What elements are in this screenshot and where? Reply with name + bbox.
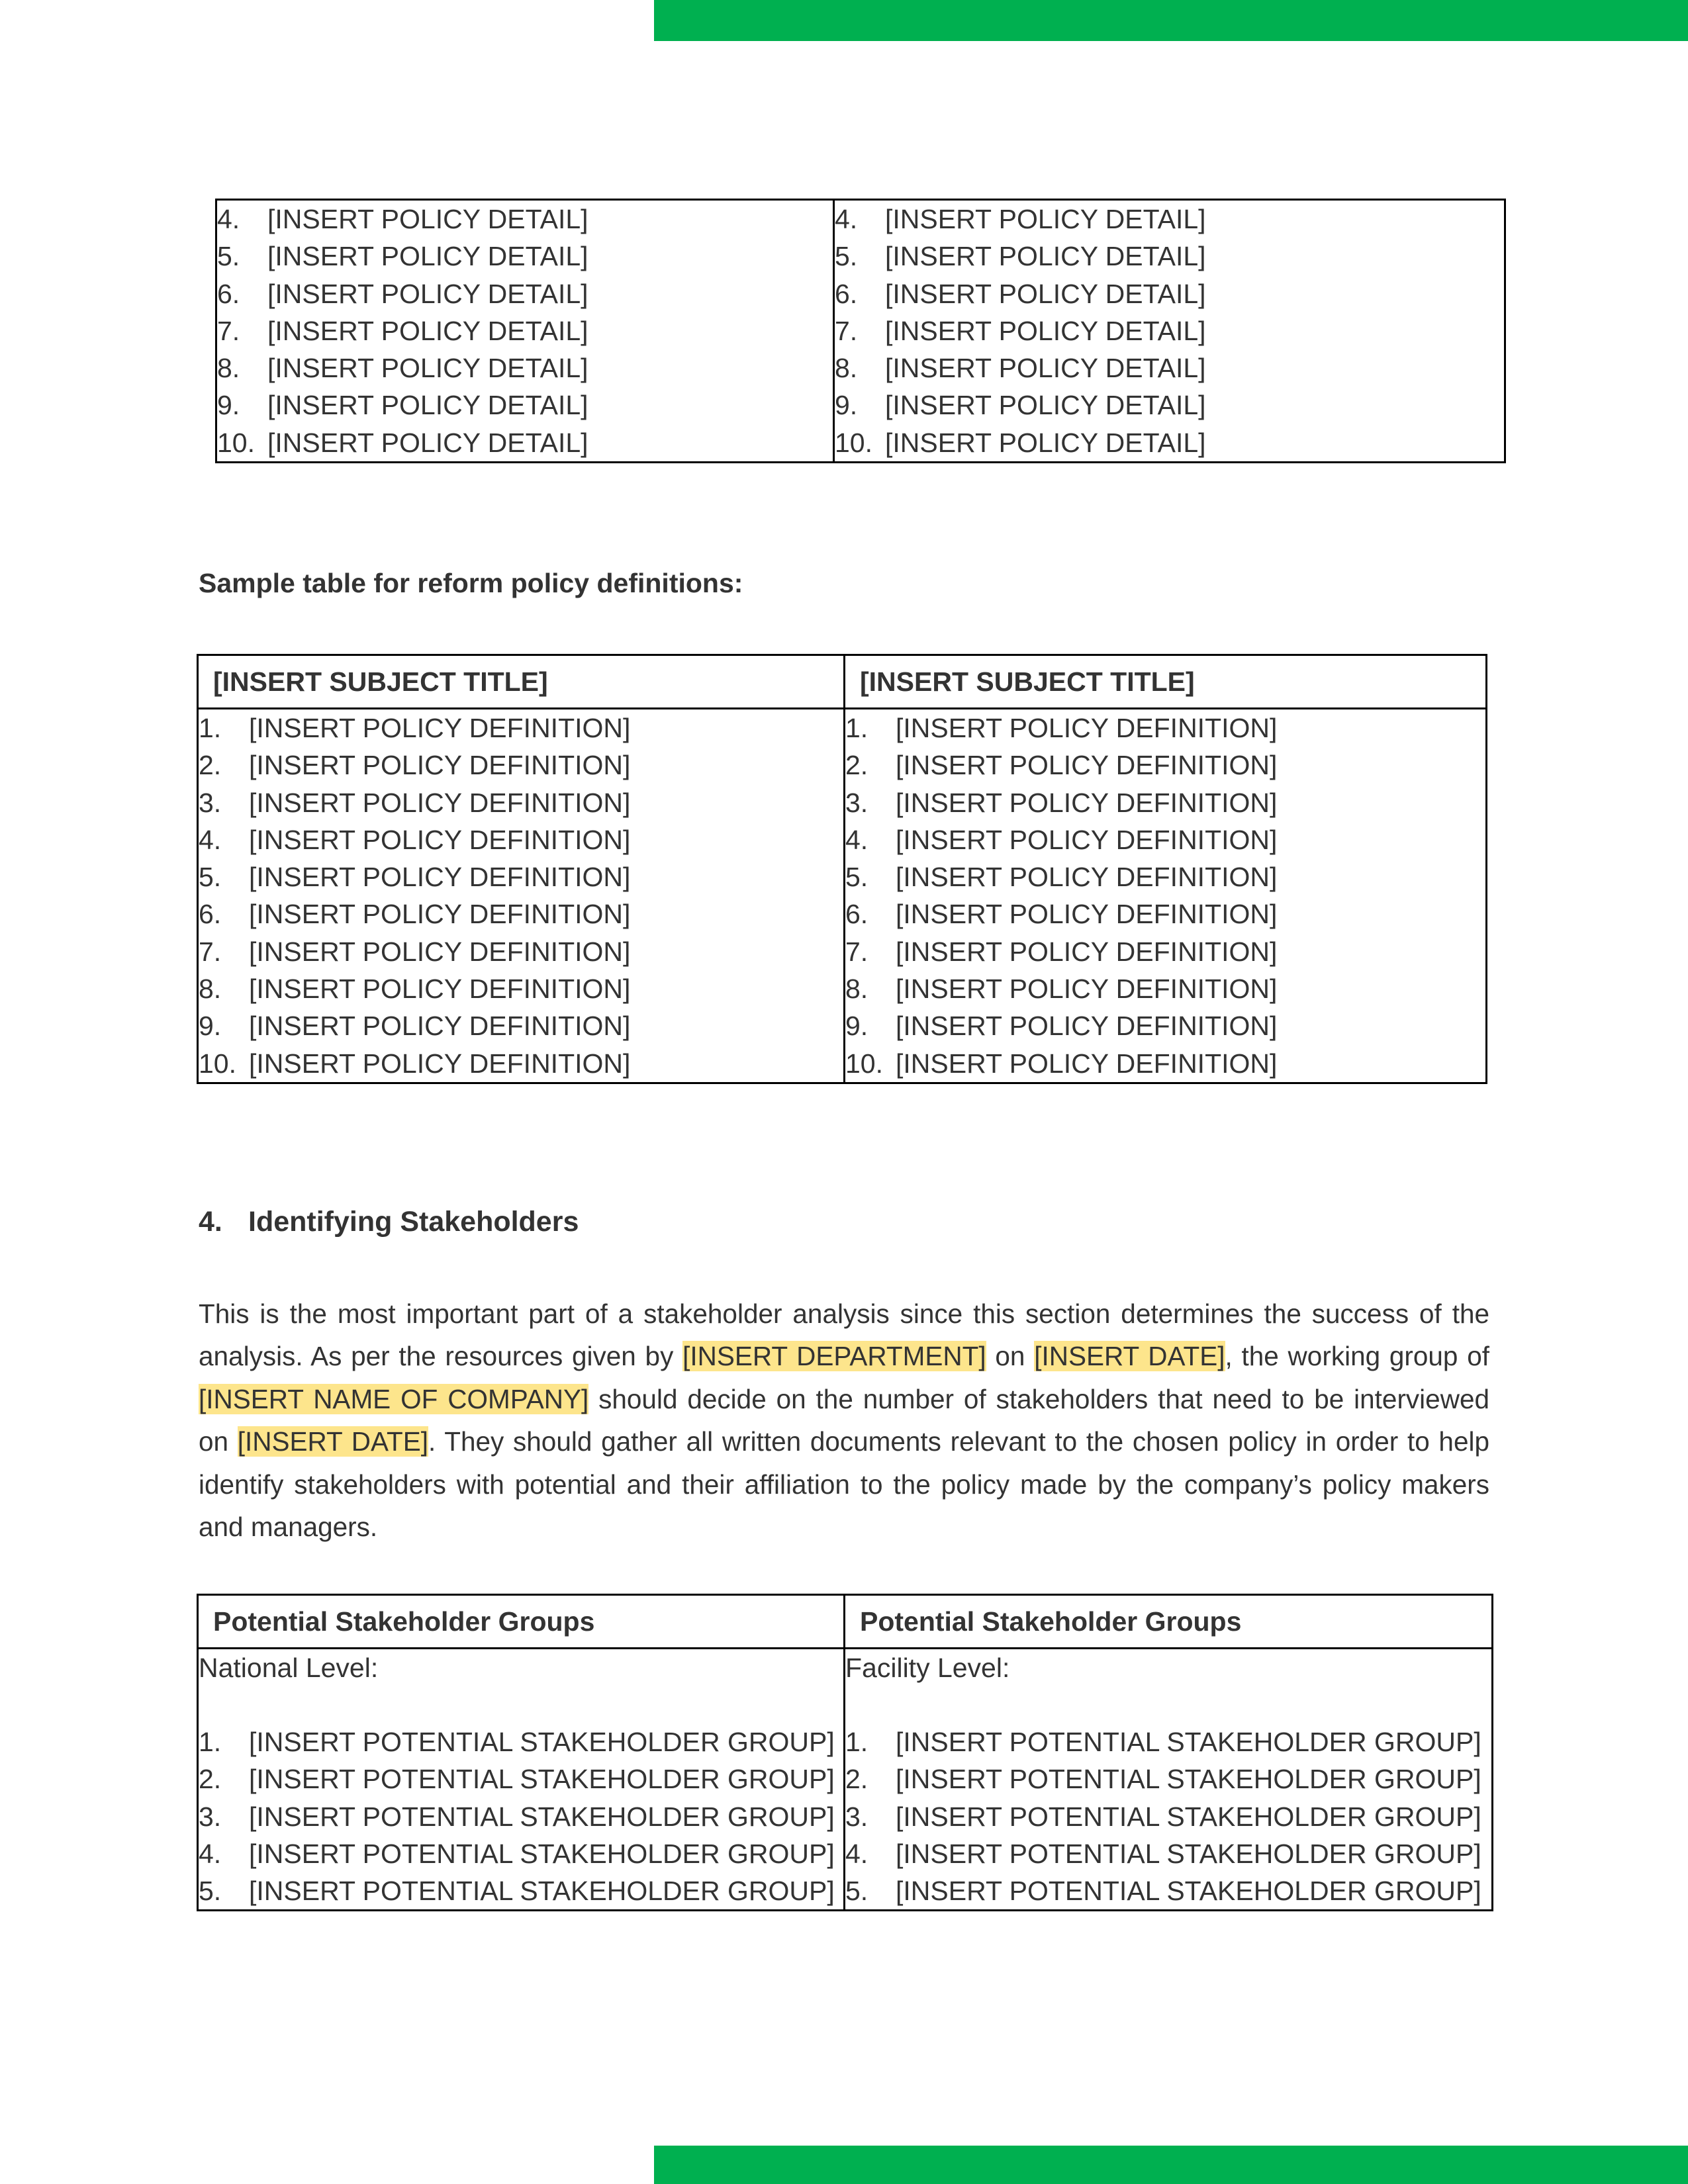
list-item-number: 4. (835, 204, 858, 234)
list-item-number: 6. (199, 899, 222, 930)
list-item-number: 9. (217, 390, 240, 421)
list-item (845, 895, 1485, 933)
list-item-number: 5. (845, 862, 868, 893)
list-item-text: [INSERT POLICY DETAIL] (885, 278, 1206, 309)
list-item-text: [INSERT POTENTIAL STAKEHOLDER GROUP] (249, 1838, 835, 1869)
list-item-number: 4. (199, 1838, 222, 1869)
list-item-number: 7. (835, 315, 858, 346)
list-item-number: 8. (835, 353, 858, 384)
stakeholder-list-left (199, 1723, 843, 1909)
highlighted-placeholder: [INSERT DEPARTMENT] (682, 1341, 986, 1372)
list-item-text: [INSERT POLICY DEFINITION] (249, 1011, 631, 1042)
list-item (845, 821, 1485, 858)
list-item (845, 1798, 1491, 1835)
list-item-number: 7. (217, 315, 240, 346)
list-item-text: [INSERT POLICY DEFINITION] (896, 750, 1278, 781)
list-item-number: 4. (199, 824, 222, 855)
list-item-text: [INSERT POTENTIAL STAKEHOLDER GROUP] (249, 1876, 835, 1907)
policy-detail-left-cell (216, 200, 834, 463)
list-item-number: 10. (835, 427, 872, 458)
national-level-label: National Level: (199, 1653, 379, 1683)
list-item (845, 858, 1485, 895)
list-item-text: [INSERT POLICY DEFINITION] (249, 899, 631, 930)
list-item-number: 9. (835, 390, 858, 421)
header-accent-bar (654, 0, 1688, 41)
list-item-text: [INSERT POTENTIAL STAKEHOLDER GROUP] (896, 1727, 1481, 1757)
list-item (217, 312, 833, 349)
list-item-number: 3. (845, 1801, 868, 1832)
list-item (845, 784, 1485, 821)
list-item-number: 6. (835, 278, 858, 309)
list-item-text: [INSERT POLICY DETAIL] (267, 390, 588, 421)
highlighted-placeholder: [INSERT NAME OF COMPANY] (199, 1383, 589, 1414)
stakeholder-header-right: Potential Stakeholder Groups (845, 1595, 1493, 1649)
list-item-number: 3. (845, 787, 868, 818)
list-item-number: 4. (845, 1838, 868, 1869)
list-item (217, 201, 833, 238)
list-item (845, 1007, 1485, 1044)
list-item-number: 3. (199, 787, 222, 818)
paragraph-text: should decide on the number of stakeholders that need to be interviewed on (199, 1383, 1489, 1457)
subject-title-header-left: [INSERT SUBJECT TITLE] (198, 655, 845, 709)
list-item-text: [INSERT POLICY DETAIL] (267, 241, 588, 272)
list-item (835, 312, 1504, 349)
definitions-table-caption: Sample table for reform policy definitions: (199, 568, 743, 598)
list-item-number: 2. (199, 1764, 222, 1795)
list-item (199, 1760, 843, 1797)
list-item-text: [INSERT POLICY DEFINITION] (249, 936, 631, 967)
policy-definition-list-right (845, 709, 1485, 1082)
highlighted-placeholder: [INSERT DATE] (1034, 1341, 1225, 1372)
list-item-text: [INSERT POLICY DEFINITION] (249, 824, 631, 855)
national-level-cell (198, 1649, 845, 1911)
footer-accent-bar (654, 2146, 1688, 2184)
list-item-number: 1. (199, 1727, 222, 1757)
list-item-number: 7. (845, 936, 868, 967)
list-item-text: [INSERT POLICY DEFINITION] (896, 936, 1278, 967)
list-item (217, 349, 833, 387)
list-item (217, 424, 833, 461)
list-item-text: [INSERT POLICY DETAIL] (885, 353, 1206, 384)
paragraph-text: This is the most important part of a stakeholder analysis since this section determines the success of the analysis. As per the resources given by (199, 1298, 1489, 1372)
paragraph-text: , the working group of (1225, 1341, 1489, 1372)
list-item-number: 5. (835, 241, 858, 272)
facility-level-label: Facility Level: (845, 1653, 1010, 1683)
definitions-right-cell (845, 709, 1487, 1083)
definitions-left-cell (198, 709, 845, 1083)
list-item (845, 1723, 1491, 1760)
list-item-text: [INSERT POLICY DEFINITION] (249, 1048, 631, 1079)
list-item-text: [INSERT POTENTIAL STAKEHOLDER GROUP] (249, 1801, 835, 1832)
stakeholder-header-left: Potential Stakeholder Groups (198, 1595, 845, 1649)
list-item (845, 933, 1485, 970)
list-item (199, 895, 843, 933)
section-heading (199, 1206, 579, 1238)
table-header-row (198, 1595, 1493, 1649)
section-paragraph (199, 1293, 1489, 1548)
list-item (845, 1760, 1491, 1797)
list-item-number: 5. (217, 241, 240, 272)
list-item-text: [INSERT POLICY DETAIL] (267, 278, 588, 309)
policy-detail-table (215, 199, 1506, 463)
list-item (835, 387, 1504, 424)
table-row (198, 1649, 1493, 1911)
list-item-text: [INSERT POTENTIAL STAKEHOLDER GROUP] (896, 1801, 1481, 1832)
section-title: Identifying Stakeholders (248, 1206, 579, 1238)
subject-title-header-right: [INSERT SUBJECT TITLE] (845, 655, 1487, 709)
list-item-number: 10. (845, 1048, 883, 1079)
list-item-number: 8. (199, 974, 222, 1005)
list-item-text: [INSERT POLICY DETAIL] (885, 315, 1206, 346)
list-item-text: [INSERT POTENTIAL STAKEHOLDER GROUP] (896, 1764, 1481, 1795)
list-item (199, 1045, 843, 1082)
list-item (199, 970, 843, 1007)
list-item-text: [INSERT POTENTIAL STAKEHOLDER GROUP] (896, 1838, 1481, 1869)
list-item-number: 5. (845, 1876, 868, 1907)
list-item-number: 4. (217, 204, 240, 234)
list-item-text: [INSERT POLICY DETAIL] (267, 427, 588, 458)
stakeholder-list-right (845, 1723, 1491, 1909)
list-item-number: 7. (199, 936, 222, 967)
policy-definitions-table (197, 654, 1487, 1084)
list-item-text: [INSERT POTENTIAL STAKEHOLDER GROUP] (896, 1876, 1481, 1907)
list-item-text: [INSERT POLICY DEFINITION] (896, 713, 1278, 743)
list-item-text: [INSERT POLICY DETAIL] (885, 427, 1206, 458)
list-item-text: [INSERT POLICY DETAIL] (267, 353, 588, 384)
list-item-text: [INSERT POLICY DETAIL] (885, 241, 1206, 272)
highlighted-placeholder: [INSERT DATE] (237, 1426, 429, 1457)
list-item-number: 2. (845, 1764, 868, 1795)
paragraph-text: . They should gather all written documents relevant to the chosen policy in order to help identify stakeholders with potential and their affiliation to the policy made by the company’s policy makers and managers. (199, 1426, 1489, 1543)
list-item (199, 821, 843, 858)
list-item-text: [INSERT POLICY DEFINITION] (896, 899, 1278, 930)
list-item-text: [INSERT POLICY DEFINITION] (249, 974, 631, 1005)
list-item (835, 201, 1504, 238)
list-item-number: 4. (845, 824, 868, 855)
list-item-number: 5. (199, 862, 222, 893)
list-item-number: 9. (845, 1011, 868, 1042)
list-item-text: [INSERT POLICY DETAIL] (885, 204, 1206, 234)
table-header-row (198, 655, 1487, 709)
list-item-text: [INSERT POTENTIAL STAKEHOLDER GROUP] (249, 1727, 835, 1757)
list-item (199, 709, 843, 747)
list-item (199, 1723, 843, 1760)
list-item-text: [INSERT POLICY DETAIL] (267, 315, 588, 346)
list-item (199, 784, 843, 821)
list-item (199, 1872, 843, 1909)
list-item (217, 275, 833, 312)
policy-detail-right-cell (834, 200, 1505, 463)
list-item (199, 747, 843, 784)
list-item (199, 1835, 843, 1872)
list-item-text: [INSERT POLICY DEFINITION] (896, 974, 1278, 1005)
facility-level-cell (845, 1649, 1493, 1911)
list-item (835, 424, 1504, 461)
list-item (217, 387, 833, 424)
list-item-number: 1. (845, 713, 868, 743)
list-item-number: 6. (217, 278, 240, 309)
list-item-number: 8. (845, 974, 868, 1005)
list-item (199, 1798, 843, 1835)
table-row (216, 200, 1505, 463)
list-item-number: 2. (845, 750, 868, 781)
list-item-text: [INSERT POLICY DEFINITION] (896, 862, 1278, 893)
list-item-number: 1. (199, 713, 222, 743)
list-item-text: [INSERT POLICY DETAIL] (267, 204, 588, 234)
list-item (199, 858, 843, 895)
table-row (198, 709, 1487, 1083)
list-item (199, 933, 843, 970)
list-item-number: 8. (217, 353, 240, 384)
list-item (835, 275, 1504, 312)
list-item-text: [INSERT POLICY DEFINITION] (249, 713, 631, 743)
list-item (199, 1007, 843, 1044)
policy-definition-list-left (199, 709, 843, 1082)
list-item-text: [INSERT POLICY DETAIL] (885, 390, 1206, 421)
stakeholder-groups-table (197, 1594, 1493, 1911)
list-item (845, 747, 1485, 784)
list-item-text: [INSERT POTENTIAL STAKEHOLDER GROUP] (249, 1764, 835, 1795)
list-item-number: 5. (199, 1876, 222, 1907)
list-item (845, 709, 1485, 747)
list-item-number: 10. (199, 1048, 236, 1079)
list-item (835, 349, 1504, 387)
list-item-number: 10. (217, 427, 255, 458)
list-item-text: [INSERT POLICY DEFINITION] (249, 787, 631, 818)
list-item-text: [INSERT POLICY DEFINITION] (896, 787, 1278, 818)
list-item-number: 9. (199, 1011, 222, 1042)
list-item-text: [INSERT POLICY DEFINITION] (249, 862, 631, 893)
policy-detail-list-left (217, 201, 833, 461)
list-item-number: 1. (845, 1727, 868, 1757)
list-item (845, 1835, 1491, 1872)
list-item (845, 1872, 1491, 1909)
section-number: 4. (199, 1206, 222, 1238)
list-item (845, 1045, 1485, 1082)
list-item-text: [INSERT POLICY DEFINITION] (249, 750, 631, 781)
list-item-number: 2. (199, 750, 222, 781)
list-item-text: [INSERT POLICY DEFINITION] (896, 824, 1278, 855)
list-item (217, 238, 833, 275)
list-item (845, 970, 1485, 1007)
policy-detail-list-right (835, 201, 1504, 461)
list-item-number: 3. (199, 1801, 222, 1832)
list-item-number: 6. (845, 899, 868, 930)
list-item-text: [INSERT POLICY DEFINITION] (896, 1011, 1278, 1042)
paragraph-text: on (986, 1341, 1035, 1372)
list-item (835, 238, 1504, 275)
list-item-text: [INSERT POLICY DEFINITION] (896, 1048, 1278, 1079)
